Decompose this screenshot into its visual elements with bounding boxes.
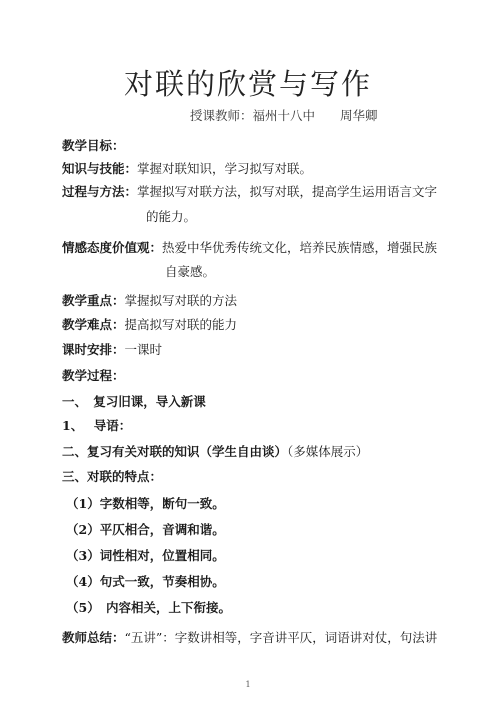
feature-item: （3）词性相对，位置相同。 [66,548,225,563]
step-one: 一、 复习旧课，导入新课 [62,394,206,409]
emotion-line [62,238,437,256]
emotion-text: 热爱中华优秀传统文化，培养民族情感，增强民族 [162,240,438,255]
knowledge-line [62,159,312,177]
process-text: 掌握拟写对联方法，拟写对联，提高学生运用语言文字 [137,184,438,199]
difficulty-line [62,315,237,333]
time-label: 课时安排： [62,342,125,357]
page-number: 1 [245,680,251,689]
time-line [62,340,162,358]
feature-item: （2）平仄相合，音调和谐。 [66,522,225,537]
summary-label: 教师总结： [62,630,125,645]
knowledge-label: 知识与技能： [62,161,138,176]
key-point-text: 掌握拟写对联的方法 [124,293,238,308]
step-one-sub: 1、 导语： [62,418,132,433]
time-text: 一课时 [124,342,163,357]
page-title: 对联的欣赏与写作 [123,67,372,101]
feature-item: （4）句式一致，节奏相协。 [66,574,225,589]
teacher-info: 授课教师：福州十八中 周华卿 [190,108,378,123]
process-text-continued: 的能力。 [146,209,197,224]
key-point-line [62,291,237,309]
procedure-heading: 教学过程： [62,368,125,383]
summary-text: “五讲”：字数讲相等，字音讲平仄，词语讲对仗，句法讲 [124,630,438,645]
summary-line [62,628,437,646]
difficulty-text: 提高拟写对联的能力 [124,317,238,332]
process-line [62,182,437,200]
step-two-line [62,442,368,460]
difficulty-label: 教学难点： [62,317,125,332]
step-two-note: （多媒体展示） [287,444,369,459]
emotion-text-continued: 自豪感。 [165,264,216,279]
feature-item: （1）字数相等，断句一致。 [66,496,225,511]
emotion-label: 情感态度价值观： [62,240,163,255]
knowledge-text: 掌握对联知识，学习拟写对联。 [137,161,313,176]
process-label: 过程与方法： [62,184,138,199]
feature-item: （5） 内容相关，上下衔接。 [66,600,231,615]
key-point-label: 教学重点： [62,293,125,308]
step-three: 三、对联的特点： [62,469,163,484]
step-two: 二、复习有关对联的知识（学生自由谈） [62,444,288,459]
goals-heading: 教学目标： [62,138,125,153]
